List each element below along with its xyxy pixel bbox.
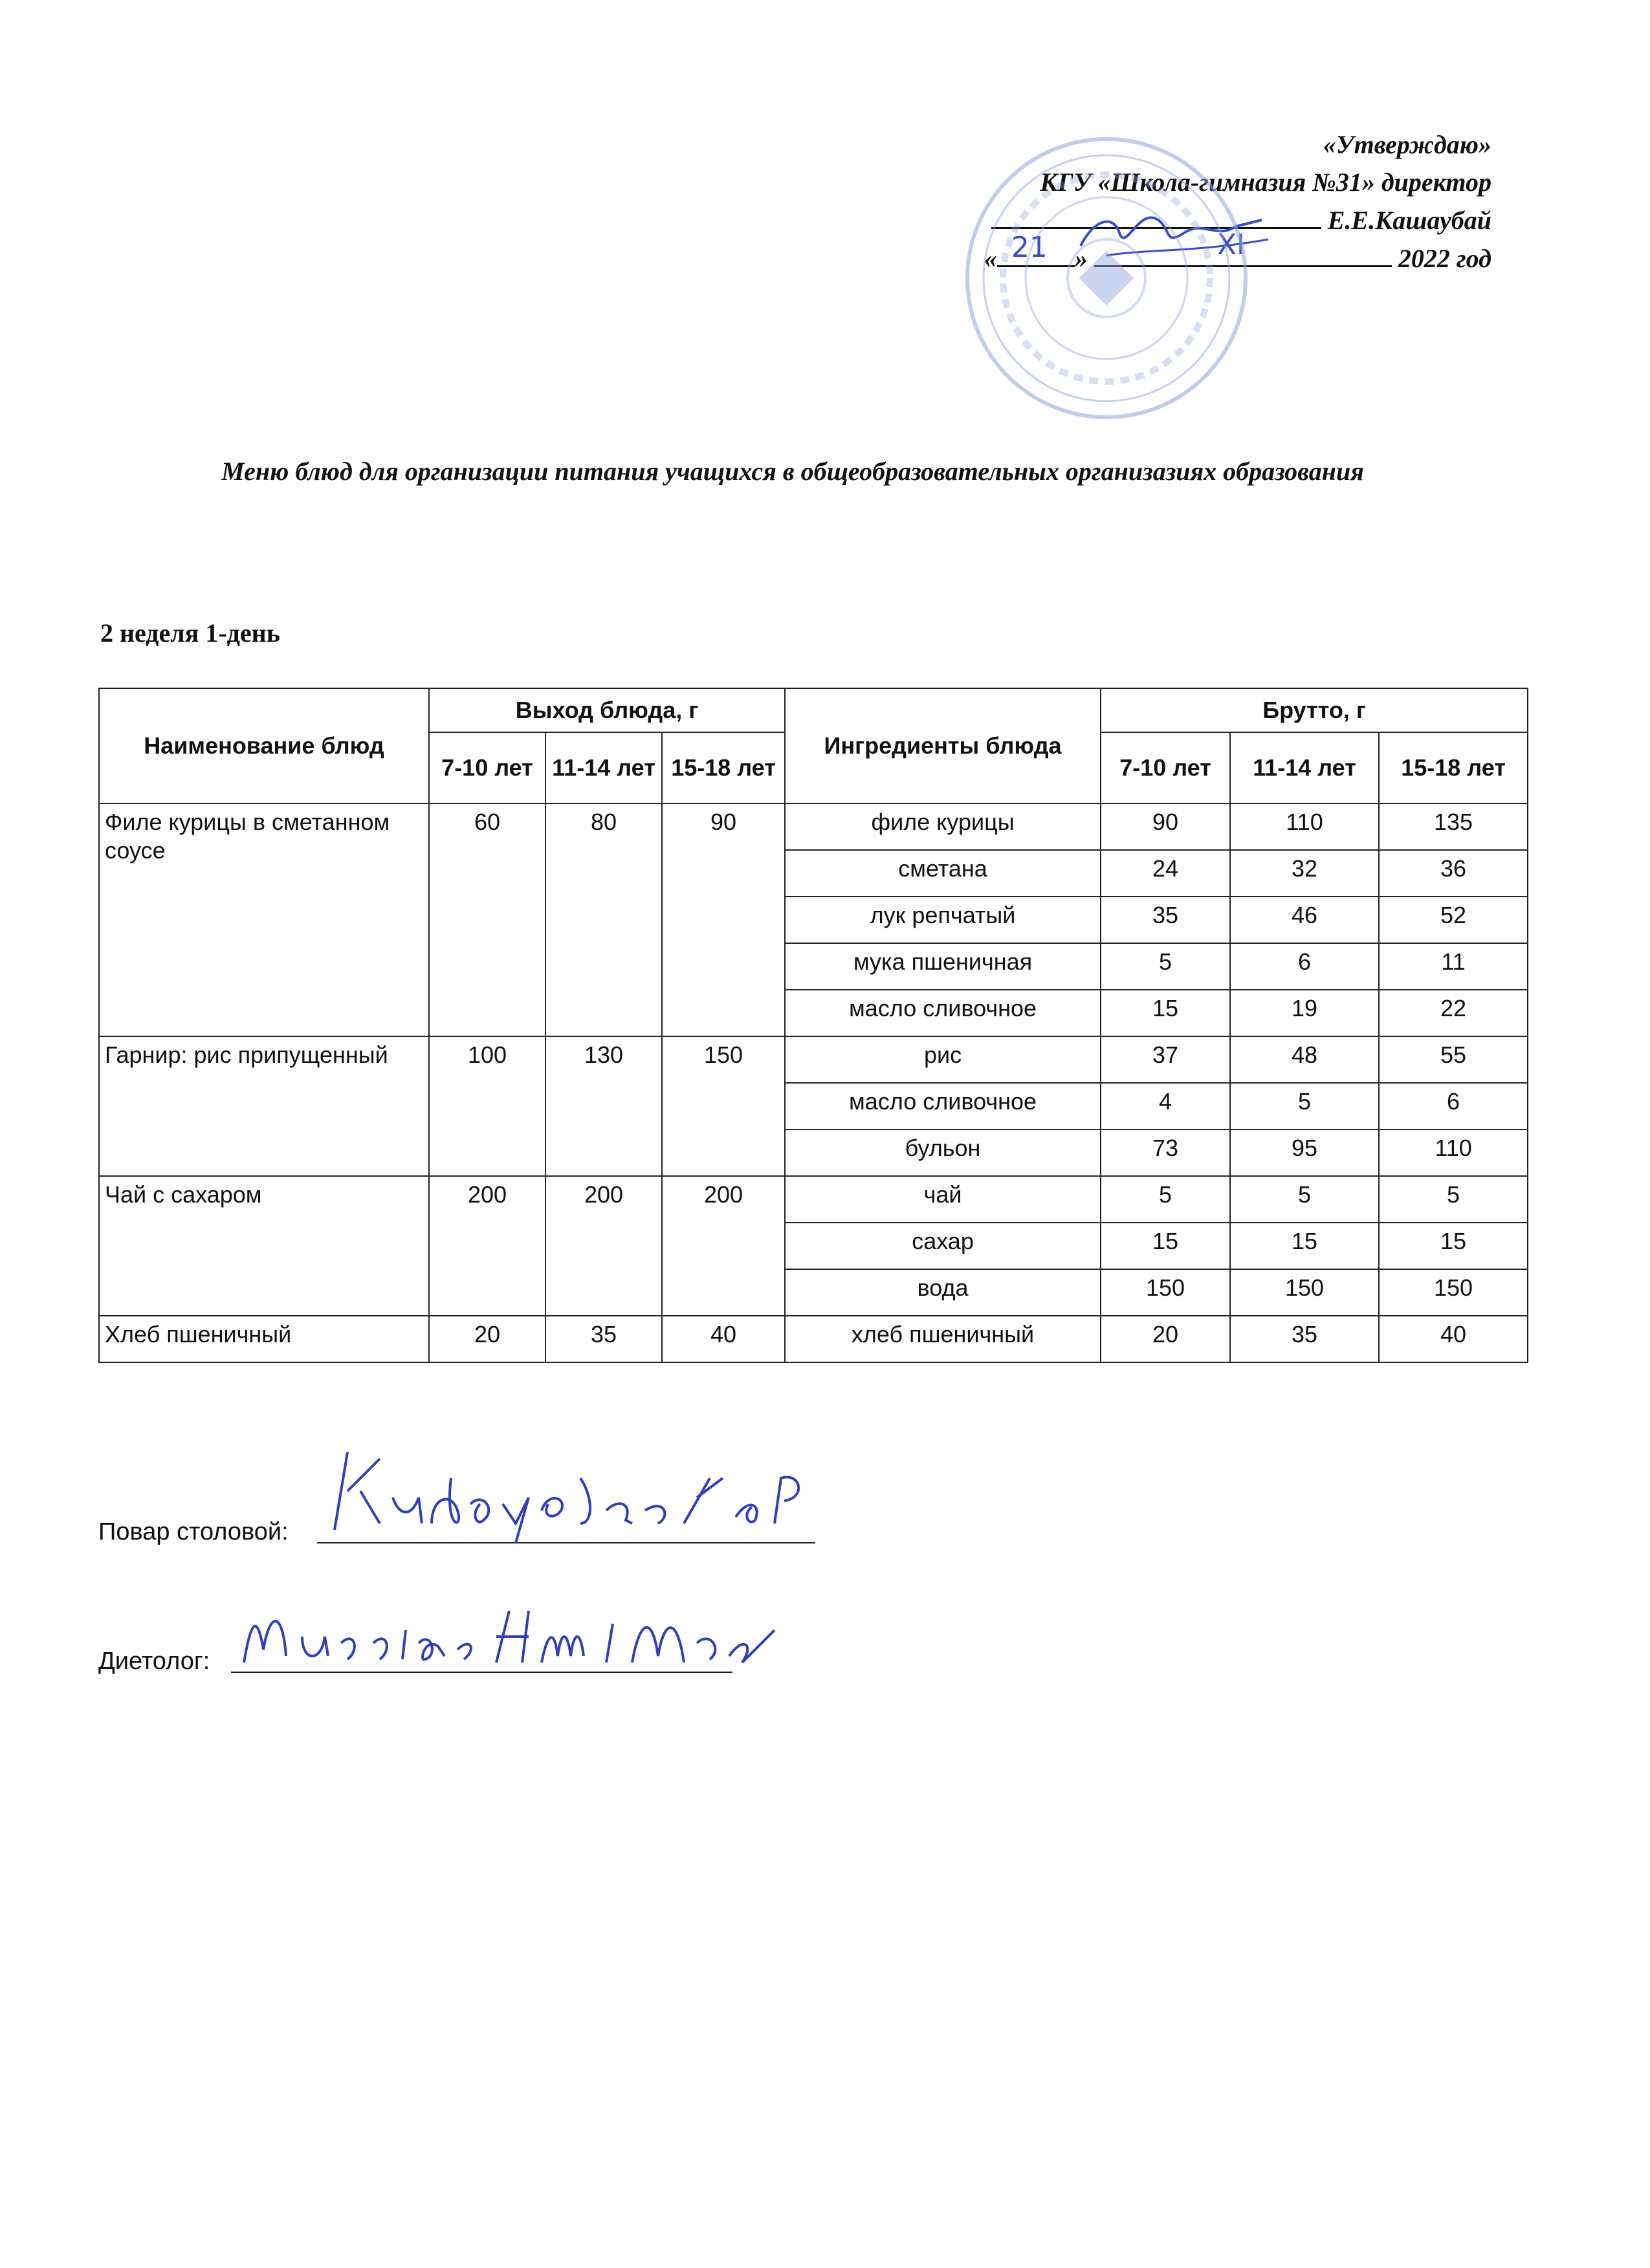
ingredient-gross: 5	[1101, 943, 1230, 990]
ingredient-gross: 48	[1230, 1036, 1379, 1083]
date-day: 21	[1011, 231, 1048, 264]
header-gross-age-7-10: 7-10 лет	[1101, 732, 1230, 803]
ingredient-gross: 90	[1101, 803, 1230, 850]
dish-name: Чай с сахаром	[99, 1176, 429, 1316]
ingredient-gross: 32	[1230, 850, 1379, 897]
ingredient-gross: 150	[1230, 1269, 1379, 1316]
ingredient-name: филе курицы	[785, 803, 1101, 850]
director-name: Е.Е.Кашаубай	[1327, 206, 1491, 235]
ingredient-gross: 15	[1101, 1223, 1230, 1269]
page-title: Меню блюд для организации питания учащихся в общеобразовательных организазиях образования	[221, 457, 1364, 486]
ingredient-gross: 5	[1230, 1176, 1379, 1223]
approval-organization: КГУ «Школа-гимназия №31» директор	[1040, 168, 1491, 197]
table-row	[99, 803, 1528, 850]
dish-output: 90	[662, 803, 785, 1036]
dish-output: 35	[545, 1316, 662, 1362]
dish-name: Филе курицы в сметанном соусе	[99, 803, 429, 1036]
ingredient-gross: 35	[1230, 1316, 1379, 1362]
dish-name: Хлеб пшеничный	[99, 1316, 429, 1362]
ingredient-name: хлеб пшеничный	[785, 1316, 1101, 1362]
menu-table	[98, 688, 1528, 1363]
date-month: XI	[1216, 228, 1246, 261]
school-stamp-icon	[958, 129, 1255, 427]
ingredient-gross: 40	[1379, 1316, 1528, 1362]
ingredient-gross: 19	[1230, 990, 1379, 1036]
ingredient-gross: 135	[1379, 803, 1528, 850]
approval-heading: «Утверждаю»	[1323, 130, 1491, 159]
table-row	[99, 1316, 1528, 1362]
ingredient-gross: 5	[1101, 1176, 1230, 1223]
header-ingredients: Ингредиенты блюда	[785, 688, 1101, 803]
ingredient-gross: 15	[1101, 990, 1230, 1036]
header-output-age-15-18: 15-18 лет	[662, 732, 785, 803]
ingredient-gross: 15	[1379, 1223, 1528, 1269]
ingredient-gross: 6	[1379, 1083, 1528, 1129]
ingredient-gross: 73	[1101, 1129, 1230, 1176]
ingredient-gross: 11	[1379, 943, 1528, 990]
dish-output: 20	[429, 1316, 545, 1362]
week-day-label: 2 неделя 1-день	[100, 618, 280, 648]
table-row	[99, 1036, 1528, 1083]
dish-output: 150	[662, 1036, 785, 1176]
ingredient-gross: 20	[1101, 1316, 1230, 1362]
ingredient-name: мука пшеничная	[785, 943, 1101, 990]
ingredient-gross: 15	[1230, 1223, 1379, 1269]
date-open-quote: «	[984, 244, 997, 273]
dish-output: 40	[662, 1316, 785, 1362]
dish-output: 100	[429, 1036, 545, 1176]
ingredient-gross: 55	[1379, 1036, 1528, 1083]
ingredient-name: сметана	[785, 850, 1101, 897]
ingredient-gross: 150	[1101, 1269, 1230, 1316]
ingredient-gross: 52	[1379, 897, 1528, 943]
dish-output: 200	[662, 1176, 785, 1316]
ingredient-gross: 5	[1230, 1083, 1379, 1129]
ingredient-gross: 110	[1230, 803, 1379, 850]
ingredient-gross: 22	[1379, 990, 1528, 1036]
date-close-quote: »	[1074, 244, 1088, 273]
dish-output: 200	[429, 1176, 545, 1316]
header-output-age-7-10: 7-10 лет	[429, 732, 545, 803]
cook-label: Повар столовой:	[98, 1518, 289, 1545]
cook-signature-icon	[322, 1439, 826, 1543]
header-output: Выход блюда, г	[429, 688, 785, 732]
ingredient-gross: 110	[1379, 1129, 1528, 1176]
ingredient-gross: 6	[1230, 943, 1379, 990]
dish-output: 200	[545, 1176, 662, 1316]
ingredient-name: рис	[785, 1036, 1101, 1083]
ingredient-gross: 37	[1101, 1036, 1230, 1083]
header-gross: Брутто, г	[1101, 688, 1528, 732]
dish-output: 80	[545, 803, 662, 1036]
ingredient-gross: 4	[1101, 1083, 1230, 1129]
ingredient-name: масло сливочное	[785, 990, 1101, 1036]
ingredient-name: бульон	[785, 1129, 1101, 1176]
header-gross-age-15-18: 15-18 лет	[1379, 732, 1528, 803]
ingredient-name: сахар	[785, 1223, 1101, 1269]
ingredient-gross: 5	[1379, 1176, 1528, 1223]
ingredient-name: масло сливочное	[785, 1083, 1101, 1129]
dish-name: Гарнир: рис припущенный	[99, 1036, 429, 1176]
ingredient-name: лук репчатый	[785, 897, 1101, 943]
dietitian-signature-icon	[231, 1585, 781, 1675]
date-year: 2022 год	[1398, 244, 1491, 273]
ingredient-gross: 46	[1230, 897, 1379, 943]
ingredient-gross: 24	[1101, 850, 1230, 897]
ingredient-gross: 95	[1230, 1129, 1379, 1176]
dietitian-label: Диетолог:	[98, 1648, 210, 1675]
header-output-age-11-14: 11-14 лет	[545, 732, 662, 803]
ingredient-gross: 35	[1101, 897, 1230, 943]
ingredient-name: вода	[785, 1269, 1101, 1316]
dish-output: 60	[429, 803, 545, 1036]
ingredient-gross: 150	[1379, 1269, 1528, 1316]
ingredient-gross: 36	[1379, 850, 1528, 897]
table-row	[99, 1176, 1528, 1223]
dish-output: 130	[545, 1036, 662, 1176]
ingredient-name: чай	[785, 1176, 1101, 1223]
header-gross-age-11-14: 11-14 лет	[1230, 732, 1379, 803]
header-dish-name: Наименование блюд	[99, 688, 429, 803]
